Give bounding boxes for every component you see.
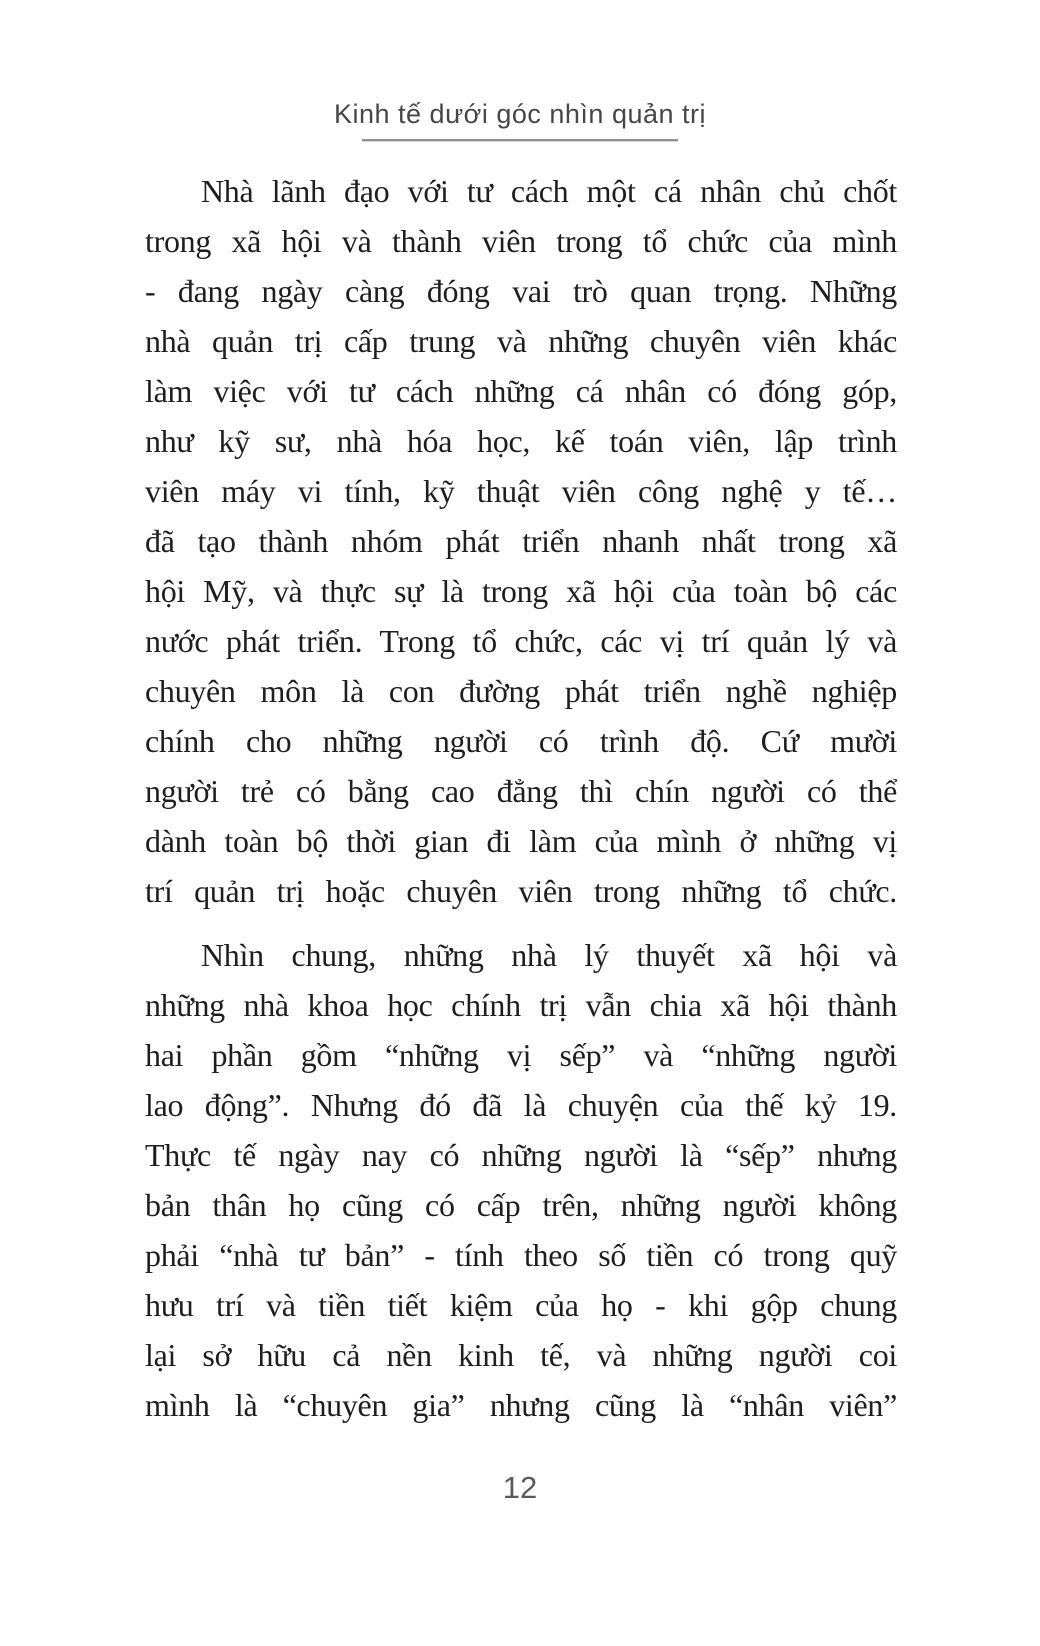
running-header-title: Kinh tế dưới góc nhìn quản trị xyxy=(334,99,706,129)
text-line: hưu trí và tiền tiết kiệm của họ - khi gộp chung xyxy=(145,1287,897,1323)
text-line: làm việc với tư cách những cá nhân có đóng góp, xyxy=(145,373,897,409)
text-line: Nhà lãnh đạo với tư cách một cá nhân chủ chốt xyxy=(201,173,897,209)
text-line: - đang ngày càng đóng vai trò quan trọng. Những xyxy=(145,273,897,309)
text-line: Nhìn chung, những nhà lý thuyết xã hội và xyxy=(201,937,897,973)
text-line: phải “nhà tư bản” - tính theo số tiền có trong quỹ xyxy=(145,1237,897,1273)
paragraph-2 xyxy=(145,930,897,1430)
text-line: nhà quản trị cấp trung và những chuyên viên khác xyxy=(145,323,897,359)
text-line: nước phát triển. Trong tổ chức, các vị trí quản lý và xyxy=(145,623,897,659)
text-line: trí quản trị hoặc chuyên viên trong những tổ chức. xyxy=(145,873,897,909)
text-line: lại sở hữu cả nền kinh tế, và những người coi xyxy=(145,1337,897,1373)
text-line: bản thân họ cũng có cấp trên, những người không xyxy=(145,1187,897,1223)
text-line: mình là “chuyên gia” nhưng cũng là “nhân viên” xyxy=(145,1387,897,1423)
text-line: Thực tế ngày nay có những người là “sếp” nhưng xyxy=(145,1137,897,1173)
text-line: những nhà khoa học chính trị vẫn chia xã hội thành xyxy=(145,987,897,1023)
text-line: đã tạo thành nhóm phát triển nhanh nhất trong xã xyxy=(145,523,897,559)
text-line: chính cho những người có trình độ. Cứ mười xyxy=(145,723,897,759)
text-line: trong xã hội và thành viên trong tổ chức của mình xyxy=(145,223,897,259)
text-line: như kỹ sư, nhà hóa học, kế toán viên, lập trình xyxy=(145,423,897,459)
text-line: hội Mỹ, và thực sự là trong xã hội của toàn bộ các xyxy=(145,573,897,609)
text-line: chuyên môn là con đường phát triển nghề nghiệp xyxy=(145,673,897,709)
paragraph-1 xyxy=(145,166,897,916)
text-line: người trẻ có bằng cao đẳng thì chín người có thể xyxy=(145,773,897,809)
body-text xyxy=(145,166,897,1430)
text-line: dành toàn bộ thời gian đi làm của mình ở những vị xyxy=(145,823,897,859)
text-line: lao động”. Nhưng đó đã là chuyện của thế kỷ 19. xyxy=(145,1087,897,1123)
header-divider-rule xyxy=(362,139,678,142)
page-number: 12 xyxy=(502,1470,538,1505)
text-line: hai phần gồm “những vị sếp” và “những người xyxy=(145,1037,897,1073)
text-line: viên máy vi tính, kỹ thuật viên công nghệ y tế… xyxy=(145,473,897,509)
